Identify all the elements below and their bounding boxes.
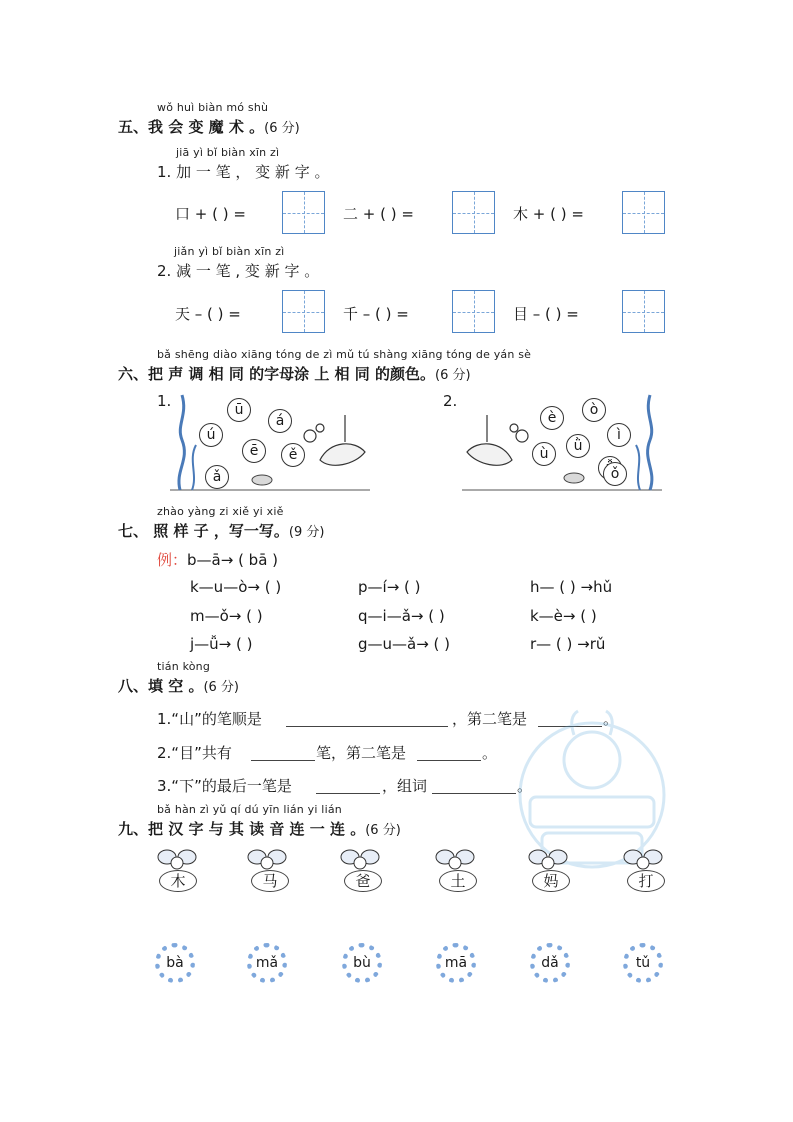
- s7-title: 七、 照 样 子 ，写一写。(9 分): [118, 522, 325, 540]
- s6-title: 六、把 声 调 相 同 的字母涂 上 相 同 的颜色。(6 分): [118, 365, 471, 383]
- s5-title: 五、我 会 变 魔 术 。(6 分): [118, 118, 300, 136]
- s8-q2-a: 2.“目”共有: [157, 744, 232, 762]
- syllable-flower[interactable]: mǎ: [247, 943, 287, 983]
- s6-pinyin: bǎ shēng diào xiāng tóng de zì mǔ tú shàng xiāng tóng de yán sè: [157, 348, 532, 361]
- s5-q1-item-2: 二 + ( ) =: [343, 205, 414, 223]
- s7-row1-a: k—u—ò→ ( ): [190, 578, 282, 596]
- letter-bubble[interactable]: ì: [607, 423, 631, 447]
- s5-q2-pinyin: jiǎn yì bǐ biàn xīn zì: [174, 245, 285, 258]
- answer-box[interactable]: [622, 191, 665, 234]
- s8-q2-c: 。: [482, 744, 498, 762]
- s8-q1-b: ，第二笔是: [452, 710, 528, 728]
- letter-bubble[interactable]: ò: [582, 398, 606, 422]
- s7-row2-c: k—è→ ( ): [530, 607, 597, 625]
- s5-q1-pinyin: jiā yì bǐ biàn xīn zì: [176, 146, 280, 159]
- char-oval[interactable]: 妈: [532, 870, 570, 892]
- answer-line[interactable]: [432, 793, 516, 794]
- s8-q3-b: ，组词: [382, 777, 428, 795]
- s7-row2-a: m—ǒ→ ( ): [190, 607, 263, 625]
- syllable-flower[interactable]: dǎ: [530, 943, 570, 983]
- s7-row1-c: h— ( ) →hǔ: [530, 578, 613, 596]
- answer-box[interactable]: [452, 290, 495, 333]
- s7-row3-a: j—ǚ→ ( ): [190, 635, 253, 653]
- sea-scene-1: [170, 390, 370, 495]
- s8-q1-a: 1.“山”的笔顺是: [157, 710, 262, 728]
- s5-q2-item-2: 千 – ( ) =: [343, 305, 409, 323]
- s7-row3-b: g—u—ǎ→ ( ): [358, 635, 451, 653]
- answer-box[interactable]: [282, 191, 325, 234]
- letter-bubble[interactable]: ū: [227, 398, 251, 422]
- letter-bubble[interactable]: ù: [532, 442, 556, 466]
- s8-q3-a: 3.“下”的最后一笔是: [157, 777, 292, 795]
- answer-line[interactable]: [316, 793, 380, 794]
- s5-q1-item-3: 木 + ( ) =: [513, 205, 584, 223]
- letter-bubble[interactable]: ú: [199, 423, 223, 447]
- letter-bubble[interactable]: ǎ: [205, 465, 229, 489]
- answer-box[interactable]: [282, 290, 325, 333]
- char-oval[interactable]: 马: [251, 870, 289, 892]
- sea-scene-2: [462, 390, 662, 495]
- s6-label-1: 1.: [157, 392, 172, 410]
- s7-row1-b: p—í→ ( ): [358, 578, 421, 596]
- letter-bubble[interactable]: ē: [242, 439, 266, 463]
- char-oval[interactable]: 打: [627, 870, 665, 892]
- s9-title: 九、把 汉 字 与 其 读 音 连 一 连 。(6 分): [118, 820, 401, 838]
- s5-pinyin: wǒ huì biàn mó shù: [157, 101, 269, 114]
- bee-icons: [155, 843, 675, 873]
- s5-q2-text: 2. 减 一 笔 , 变 新 字 。: [157, 262, 320, 280]
- letter-bubble[interactable]: ǒ: [603, 462, 627, 486]
- syllable-flower[interactable]: mā: [436, 943, 476, 983]
- answer-box[interactable]: [452, 191, 495, 234]
- s7-example: 例：b—ā→ ( bā ): [157, 551, 279, 569]
- s8-title: 八、填 空 。(6 分): [118, 677, 240, 695]
- letter-bubble[interactable]: á: [268, 409, 292, 433]
- s8-q1-c: 。: [603, 710, 619, 728]
- letter-bubble[interactable]: è: [540, 406, 564, 430]
- char-oval[interactable]: 木: [159, 870, 197, 892]
- answer-line[interactable]: [251, 760, 315, 761]
- syllable-flower[interactable]: bà: [155, 943, 195, 983]
- s5-q2-item-1: 天 – ( ) =: [175, 305, 241, 323]
- s5-q2-item-3: 目 – ( ) =: [513, 305, 579, 323]
- char-oval[interactable]: 爸: [344, 870, 382, 892]
- s5-q1-text: 1. 加 一 笔 ， 变 新 字 。: [157, 163, 330, 181]
- letter-bubble[interactable]: ě: [281, 443, 305, 467]
- s7-row2-b: q—i—ǎ→ ( ): [358, 607, 445, 625]
- syllable-flower[interactable]: tǔ: [623, 943, 663, 983]
- s5-q1-item-1: 口 + ( ) =: [175, 205, 246, 223]
- s8-q2-b: 笔，第二笔是: [316, 744, 407, 762]
- syllable-flower[interactable]: bù: [342, 943, 382, 983]
- s7-pinyin: zhào yàng zi xiě yi xiě: [157, 505, 284, 518]
- s8-pinyin: tián kòng: [157, 660, 211, 673]
- answer-line[interactable]: [417, 760, 481, 761]
- s9-pinyin: bǎ hàn zì yǔ qí dú yīn lián yi lián: [157, 803, 342, 816]
- s6-label-2: 2.: [443, 392, 458, 410]
- s7-row3-c: r— ( ) →rǔ: [530, 635, 606, 653]
- answer-box[interactable]: [622, 290, 665, 333]
- answer-line[interactable]: [286, 726, 448, 727]
- letter-bubble[interactable]: ǜ: [566, 434, 590, 458]
- char-oval[interactable]: 土: [439, 870, 477, 892]
- s8-q3-c: 。: [517, 777, 533, 795]
